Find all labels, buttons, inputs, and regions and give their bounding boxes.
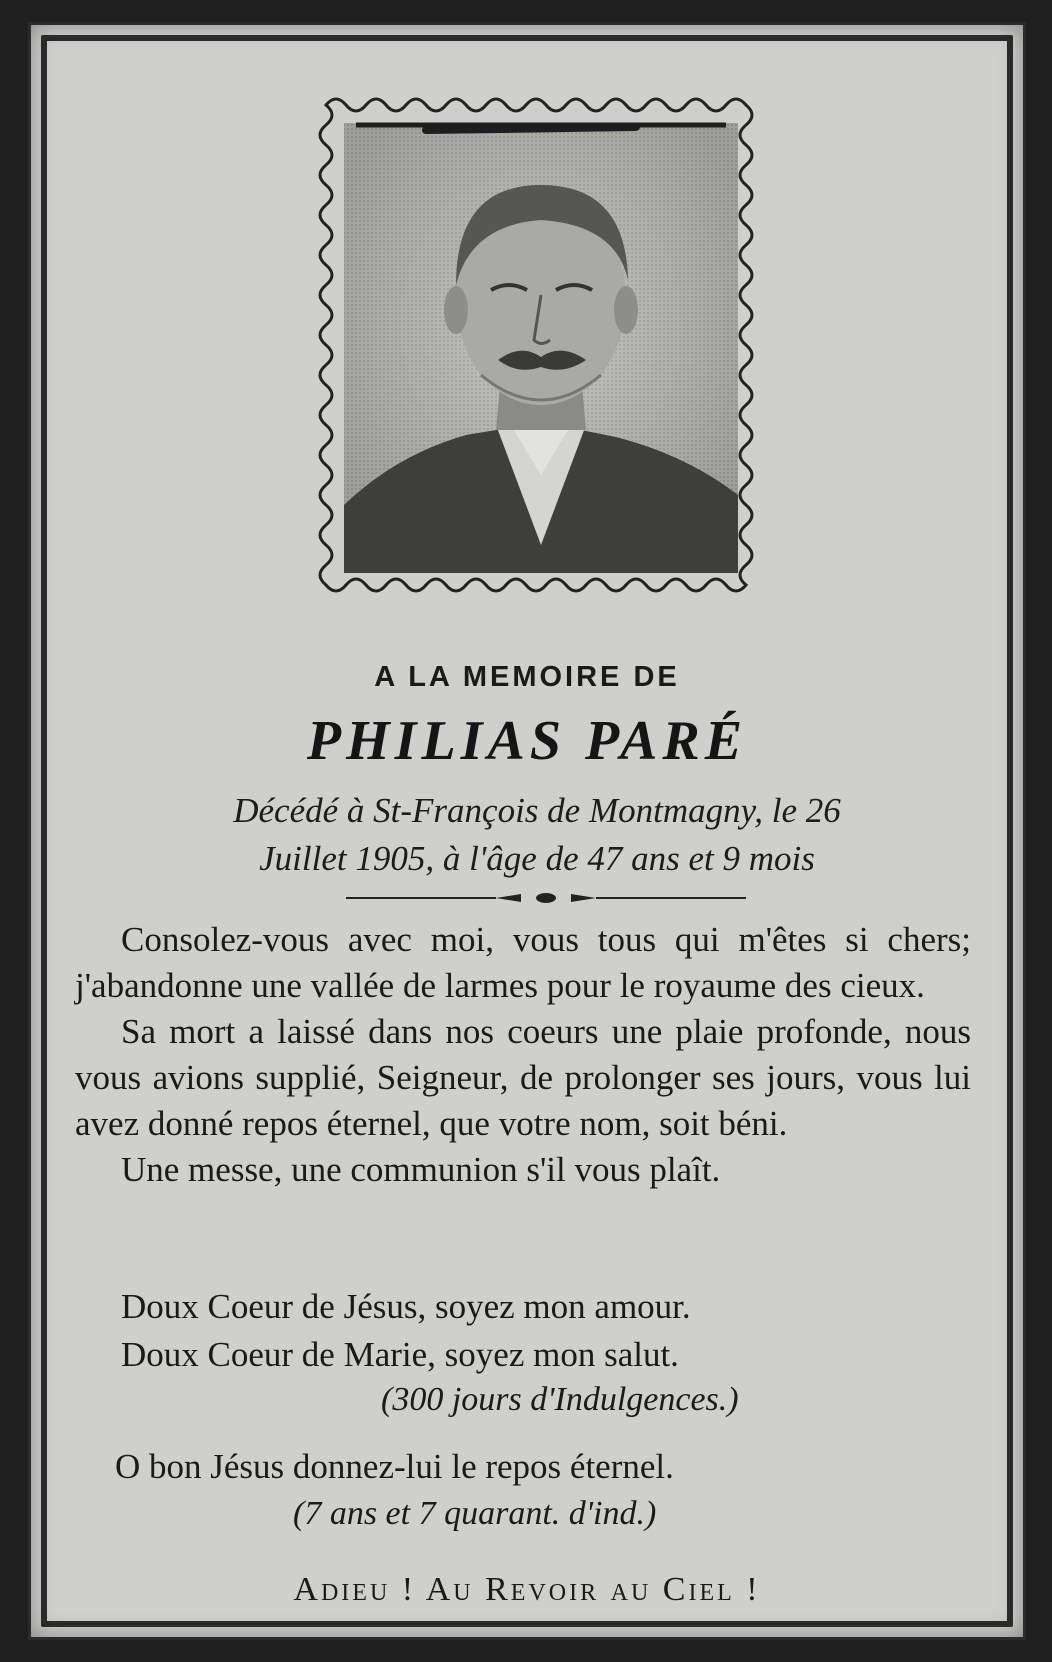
death-line-1: Décédé à St-François de Montmagny, le 26 xyxy=(233,791,841,830)
prayer-mary: Doux Coeur de Marie, soyez mon salut. xyxy=(121,1335,679,1374)
prayer-eternal-rest: O bon Jésus donnez-lui le repos éternel. xyxy=(115,1447,674,1486)
indulgence-note-1: (300 jours d'Indulgences.) xyxy=(381,1381,739,1418)
sacred-heart-prayers xyxy=(121,1283,963,1379)
memorial-card xyxy=(28,22,1026,1640)
eternal-rest-prayer xyxy=(115,1443,963,1491)
deceased-name: PHILIAS PARÉ xyxy=(306,710,748,772)
mass-request: Une messe, une communion s'il vous plaît. xyxy=(121,1150,721,1189)
indulgence-note-2: (7 ans et 7 quarant. d'ind.) xyxy=(293,1495,657,1532)
farewell-line: Adieu ! Au Revoir au Ciel ! xyxy=(293,1571,761,1608)
portrait-photo xyxy=(306,75,776,615)
ornamental-divider xyxy=(346,891,746,905)
memorial-heading: A LA MEMOIRE DE xyxy=(374,661,680,693)
prayer-jesus: Doux Coeur de Jésus, soyez mon amour. xyxy=(121,1287,691,1326)
memorial-text xyxy=(75,917,971,1193)
death-notice xyxy=(91,787,983,883)
consolation-paragraph: Consolez-vous avec moi, vous tous qui m'êtes si chers; j'abandonne une vallée de larmes pour le royaume des cieux. xyxy=(75,920,971,1005)
portrait-frame xyxy=(306,75,776,615)
prayer-paragraph: Sa mort a laissé dans nos coeurs une plaie profonde, nous vous avions supplié, Seigneur, de prolonger ses jours, vous lui avez donné repos éternel, que votre nom, soit béni. xyxy=(75,1012,971,1143)
death-line-2: Juillet 1905, à l'âge de 47 ans et 9 mois xyxy=(259,839,815,878)
